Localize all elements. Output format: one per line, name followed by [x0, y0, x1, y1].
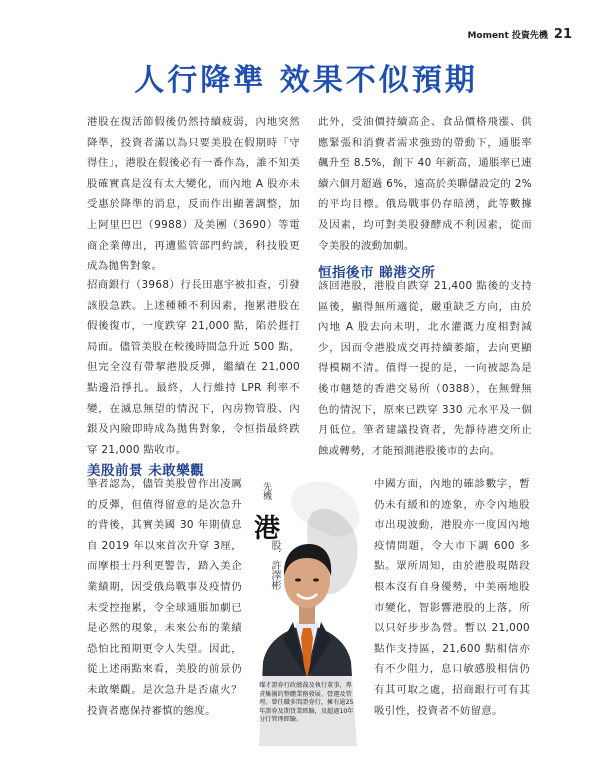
- bottom-left-subheading: 美股前景 未敢樂觀: [87, 463, 205, 479]
- byline-prefix: 先機: [261, 482, 271, 500]
- left-paragraph-2: 招商銀行（3968）行長田惠宇被扣查，引發該股急跌。上述種種不利因素，拖累港股在假後復市，一度跌穿 21,000 點，陷於捱打局面。儘管美股在較後時間急升近 500 點，但完全沒有帶挈港股反彈，繼續在 21,000 點邊沿掙扎。最終，人行維持 LPR 利率不變，在滅息無望的情況下，內房物管股、內銀及內險即時成為拋售對象，令恒指最終跌穿 21,000 點收市。: [87, 279, 300, 456]
- right-paragraph-2: 該回港股，港股自跌穿 21,400 點後的支持區後，顯得無所適從，嚴重缺乏方向，由於內地 A 股去向未明，北水灌溉力度相對減少，因而令港股成交再持續萎縮，去向更顯得模糊不清。值得一提的是，一向被認為是後市翹楚的香港交易所（0388），在無聲無色的情況下，原來已跌穿 330 元水平及一個月低位。筆者建議投資者，先靜待港交所止蝕或轉勢，才能預測港股後市的去向。: [318, 280, 532, 457]
- page-header: [467, 27, 572, 42]
- right-subheading: 恒指後市 睇港交所: [318, 265, 436, 281]
- right-paragraph-1: 此外，受油價持續高企、食品價格飛漲、供應緊張和消費者需求強勁的帶動下，通脹率飆升至 8.5%，創下 40 年新高，通脹率已連續六個月超過 6%，遠高於美聯儲設定的 2% 的平均目標。俄烏戰事仍存暗湧，此等數據及因素，均可對美股發酵成不利因素，從而令美股的波動加劇。: [318, 116, 532, 252]
- left-paragraph-1: 港股在復活節假後仍然持續疲弱，內地突然降準，投資者滿以為只要美股在假期時「守得住」，港股在假後必有一番作為，誰不知美股確實真是沒有太大變化，而內地 A 股亦未受惠於降準的消息，反而作出顯著調整，加上阿里巴巴（9988）及美團（3690）等電商企業傳出，再遭監管部門約談，科技股更成為拋售對象。: [87, 116, 300, 273]
- bottom-left-paragraph: 筆者認為，儘管美股曾作出凌厲的反彈，但值得留意的是次急升的背後，其實美國 30 年期債息自 2019 年以來首次升穿 3厘，而摩根士丹利更警告，踏入美企業績期，因受俄烏戰事及疫情仍未受控拖累，令全球通脹加劇已是必然的現象，未來公布的業績恐怕比預期更令人失望。因此，從上述兩點來看，美股的前景仍未敢樂觀。是次急升是否虛火？投資者應保持審慎的態度。: [87, 478, 242, 717]
- byline-big-character: 港: [254, 514, 281, 544]
- page-number: 21: [553, 27, 572, 42]
- section-name: Moment 投資先機: [467, 31, 548, 41]
- byline-name: 股．許澤彬: [269, 540, 280, 590]
- article-title: 人行降準 效果不似預期: [134, 63, 478, 98]
- bottom-right-paragraph: 中國方面，內地的確診數字，暫仍未有緩和的迹象，亦令內地股市出現波動，港股亦一度因內地疫情問題，令大市下調 600 多點。眾所周知，由於港股現階段根本沒有自身優勢，中美兩地股市變化，智影響港股的上落，所以只好步步為營。暫以 21,000 點作支持區，21,600 點相信亦有不少阻力，息口敏感股相信仍有其可取之處，招商銀行可有其吸引性，投資者不妨留意。: [374, 478, 530, 717]
- columnist-caption: 耀才證券行政總裁及執行董事，專責集團的整體業務發展、營運及管理。曾任職多間證券行，擁有逾25年證券及期貨業經驗，及超過10年分行管理經驗。: [259, 682, 354, 724]
